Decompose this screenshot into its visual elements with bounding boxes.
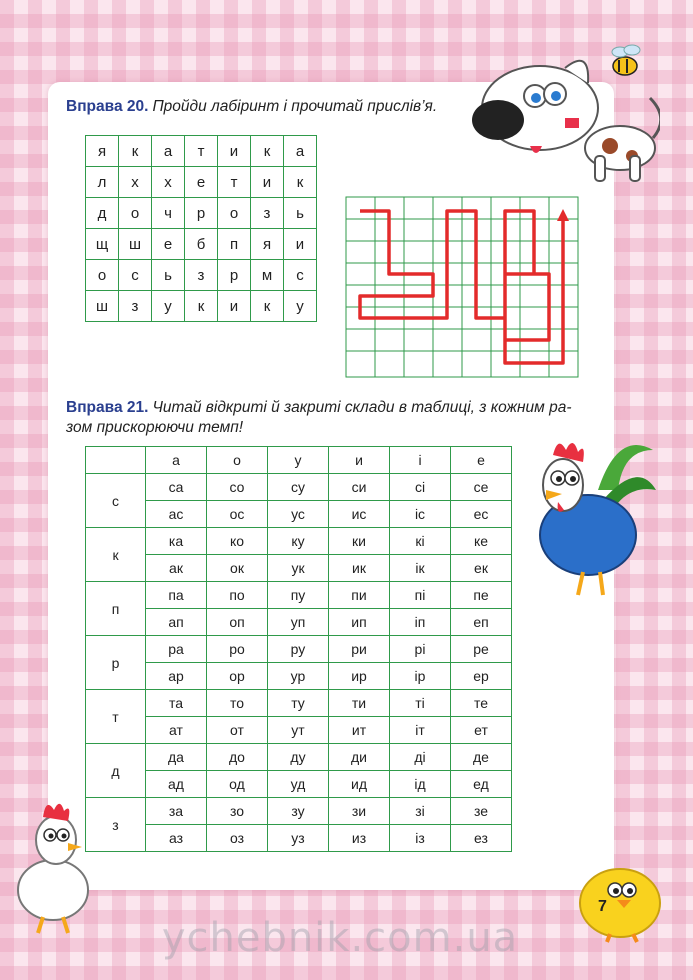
letter-grid-row [86,136,317,167]
closed-syllable-cell: уп [268,609,329,636]
syllable-row-closed [86,663,512,690]
open-syllable-cell: да [146,744,207,771]
open-syllable-cell: ді [390,744,451,771]
open-syllable-cell: по [207,582,268,609]
open-syllable-cell: па [146,582,207,609]
open-syllable-cell: пе [451,582,512,609]
vowel-header: а [146,447,207,474]
syllable-row-open [86,690,512,717]
consonant-cell: з [86,798,146,852]
dog-mascot-icon [470,38,660,188]
open-syllable-cell: су [268,474,329,501]
consonant-cell: т [86,690,146,744]
letter-grid [85,135,317,322]
letter-grid-cell: т [218,167,251,198]
open-syllable-cell: са [146,474,207,501]
syllable-row-closed [86,501,512,528]
closed-syllable-cell: із [390,825,451,852]
open-syllable-cell: за [146,798,207,825]
letter-grid-row [86,198,317,229]
letter-grid-cell: и [218,136,251,167]
closed-syllable-cell: ок [207,555,268,582]
closed-syllable-cell: ик [329,555,390,582]
open-syllable-cell: рі [390,636,451,663]
letter-grid-cell: у [152,291,185,322]
letter-grid-row [86,167,317,198]
open-syllable-cell: ті [390,690,451,717]
closed-syllable-cell: ус [268,501,329,528]
chick-mascot-icon [575,858,665,943]
watermark: ychebnik.com.ua [161,915,519,961]
closed-syllable-cell: іп [390,609,451,636]
open-syllable-cell: зе [451,798,512,825]
exercise-21-label: Вправа 21. [66,399,149,416]
closed-syllable-cell: аз [146,825,207,852]
open-syllable-cell: сі [390,474,451,501]
open-syllable-cell: ди [329,744,390,771]
closed-syllable-cell: ор [207,663,268,690]
syllable-row-closed [86,771,512,798]
letter-grid-cell: с [284,260,317,291]
letter-grid-cell: з [185,260,218,291]
consonant-cell: с [86,474,146,528]
syllable-row-closed [86,555,512,582]
letter-grid-cell: щ [86,229,119,260]
closed-syllable-cell: іт [390,717,451,744]
closed-syllable-cell: ип [329,609,390,636]
consonant-cell: д [86,744,146,798]
open-syllable-cell: ти [329,690,390,717]
syllable-table [85,446,512,852]
open-syllable-cell: та [146,690,207,717]
syllable-header-corner [86,447,146,474]
closed-syllable-cell: оз [207,825,268,852]
closed-syllable-cell: ек [451,555,512,582]
open-syllable-cell: пу [268,582,329,609]
maze-arrow-icon [557,209,569,221]
open-syllable-cell: ра [146,636,207,663]
vowel-header: і [390,447,451,474]
letter-grid-cell: ш [86,291,119,322]
letter-grid-cell: е [185,167,218,198]
letter-grid-cell: а [152,136,185,167]
closed-syllable-cell: ук [268,555,329,582]
closed-syllable-cell: ис [329,501,390,528]
letter-grid-cell: я [251,229,284,260]
exercise-21-instruction-line1: Читай відкриті й закриті склади в таблиці, з кожним ра- [152,399,572,416]
letter-grid-cell: у [284,291,317,322]
letter-grid-cell: з [119,291,152,322]
syllable-row-open [86,582,512,609]
syllable-row-open [86,528,512,555]
hen-mascot-icon [8,795,98,935]
vowel-header: у [268,447,329,474]
exercise-20-label: Вправа 20. [66,98,149,115]
letter-grid-cell: и [251,167,284,198]
letter-grid-cell: о [119,198,152,229]
closed-syllable-cell: ат [146,717,207,744]
letter-grid-cell: х [119,167,152,198]
letter-grid-cell: к [119,136,152,167]
open-syllable-cell: ру [268,636,329,663]
closed-syllable-cell: ар [146,663,207,690]
closed-syllable-cell: ас [146,501,207,528]
open-syllable-cell: ки [329,528,390,555]
vowel-header: и [329,447,390,474]
letter-grid-cell: о [218,198,251,229]
open-syllable-cell: де [451,744,512,771]
consonant-cell: р [86,636,146,690]
open-syllable-cell: ри [329,636,390,663]
open-syllable-cell: кі [390,528,451,555]
syllable-row-open [86,744,512,771]
exercise-21-title [66,398,572,438]
syllable-row-open [86,474,512,501]
open-syllable-cell: ро [207,636,268,663]
letter-grid-cell: м [251,260,284,291]
syllable-row-open [86,798,512,825]
letter-grid-cell: к [284,167,317,198]
letter-grid-cell: и [218,291,251,322]
vowel-header: о [207,447,268,474]
exercise-20-instruction: Пройди лабіринт і прочитай прислів’я. [152,98,438,115]
open-syllable-cell: ре [451,636,512,663]
closed-syllable-cell: ос [207,501,268,528]
rooster-mascot-icon [528,430,658,600]
closed-syllable-cell: ір [390,663,451,690]
consonant-cell: к [86,528,146,582]
letter-grid-cell: р [185,198,218,229]
open-syllable-cell: то [207,690,268,717]
closed-syllable-cell: от [207,717,268,744]
closed-syllable-cell: еп [451,609,512,636]
closed-syllable-cell: ер [451,663,512,690]
open-syllable-cell: ка [146,528,207,555]
letter-grid-cell: а [284,136,317,167]
maze [345,195,585,380]
letter-grid-cell: ч [152,198,185,229]
open-syllable-cell: ке [451,528,512,555]
letter-grid-cell: ь [152,260,185,291]
letter-grid-cell: к [251,291,284,322]
closed-syllable-cell: ур [268,663,329,690]
page-number: 7 [598,898,607,915]
letter-grid-row [86,229,317,260]
letter-grid-cell: о [86,260,119,291]
letter-grid-cell: ь [284,198,317,229]
closed-syllable-cell: ит [329,717,390,744]
consonant-cell: п [86,582,146,636]
letter-grid-cell: р [218,260,251,291]
open-syllable-cell: ку [268,528,329,555]
letter-grid-cell: и [284,229,317,260]
open-syllable-cell: со [207,474,268,501]
letter-grid-cell: л [86,167,119,198]
closed-syllable-cell: ир [329,663,390,690]
letter-grid-cell: ш [119,229,152,260]
letter-grid-cell: е [152,229,185,260]
letter-grid-cell: д [86,198,119,229]
letter-grid-cell: п [218,229,251,260]
syllable-row-open [86,636,512,663]
open-syllable-cell: ту [268,690,329,717]
closed-syllable-cell: уз [268,825,329,852]
open-syllable-cell: си [329,474,390,501]
maze-grid [346,197,578,377]
closed-syllable-cell: ід [390,771,451,798]
syllable-row-closed [86,609,512,636]
closed-syllable-cell: ес [451,501,512,528]
open-syllable-cell: зи [329,798,390,825]
closed-syllable-cell: оп [207,609,268,636]
closed-syllable-cell: ут [268,717,329,744]
closed-syllable-cell: іс [390,501,451,528]
open-syllable-cell: ду [268,744,329,771]
letter-grid-row [86,260,317,291]
syllable-row-closed [86,717,512,744]
open-syllable-cell: ко [207,528,268,555]
open-syllable-cell: пі [390,582,451,609]
letter-grid-cell: к [251,136,284,167]
letter-grid-cell: я [86,136,119,167]
letter-grid-row [86,291,317,322]
closed-syllable-cell: ік [390,555,451,582]
letter-grid-cell: з [251,198,284,229]
closed-syllable-cell: ад [146,771,207,798]
open-syllable-cell: зу [268,798,329,825]
open-syllable-cell: пи [329,582,390,609]
closed-syllable-cell: из [329,825,390,852]
closed-syllable-cell: од [207,771,268,798]
exercise-20-title [66,98,437,116]
exercise-21-instruction-line2: зом прискорюючи темп! [66,419,244,436]
open-syllable-cell: те [451,690,512,717]
syllable-row-closed [86,825,512,852]
open-syllable-cell: до [207,744,268,771]
open-syllable-cell: зі [390,798,451,825]
syllable-header-row [86,447,512,474]
vowel-header: е [451,447,512,474]
open-syllable-cell: зо [207,798,268,825]
closed-syllable-cell: ез [451,825,512,852]
closed-syllable-cell: ед [451,771,512,798]
letter-grid-cell: т [185,136,218,167]
closed-syllable-cell: уд [268,771,329,798]
closed-syllable-cell: ак [146,555,207,582]
letter-grid-cell: б [185,229,218,260]
letter-grid-cell: к [185,291,218,322]
letter-grid-cell: х [152,167,185,198]
closed-syllable-cell: ет [451,717,512,744]
letter-grid-cell: с [119,260,152,291]
open-syllable-cell: се [451,474,512,501]
closed-syllable-cell: ид [329,771,390,798]
closed-syllable-cell: ап [146,609,207,636]
